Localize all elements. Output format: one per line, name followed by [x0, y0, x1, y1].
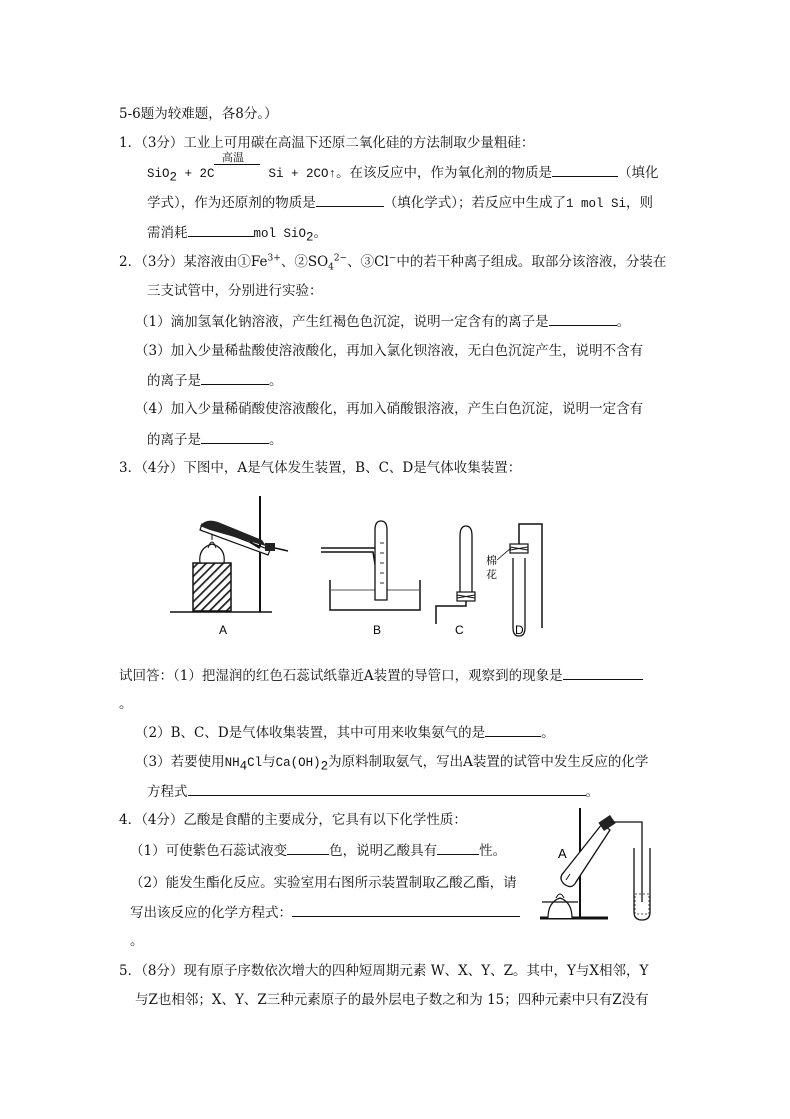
q3-answer2: [135, 722, 555, 743]
q3-answer1: [119, 665, 643, 686]
q2-p4-end: 。: [269, 432, 283, 448]
q3-blank-2[interactable]: [485, 722, 541, 737]
apparatus-a: [170, 496, 288, 612]
q4-stem: 4．（4分）乙酸是食醋的主要成分，它具有以下化学性质：: [119, 812, 467, 828]
q3-a2-text: （2）B、C、D是气体收集装置，其中可用来收集氨气的是: [135, 725, 486, 741]
q3-stem: 3．（4分）下图中，A是气体发生装置，B、C、D是气体收集装置：: [119, 460, 522, 476]
q1-eq-left: SiO: [147, 167, 170, 181]
q2-p3b-text: 的离子是: [147, 373, 201, 389]
q4-fig-label: A: [558, 846, 567, 861]
q2-part3b: [147, 370, 283, 391]
q3-a1-text: 试回答：（1）把湿润的红色石蕊试纸靠近A装置的导管口，观察到的现象是: [119, 668, 563, 684]
q3-a2-end: 。: [541, 725, 555, 741]
q3-answer3: [135, 752, 648, 773]
q3-a3-b: 与: [262, 754, 276, 770]
q3-a3-nh: NH: [224, 756, 240, 770]
q1-line2: [147, 162, 659, 184]
q1-line4: [147, 222, 327, 244]
q1-blank-mol[interactable]: [188, 222, 254, 237]
q1-l2-text: 。在该反应中，作为氧化剂的物质是: [336, 165, 553, 181]
q2-blank-1[interactable]: [549, 311, 617, 326]
apparatus-d: [486, 524, 542, 636]
cotton-label-1: 棉: [486, 555, 497, 567]
q3-a3-c: 为原料制取氨气，写出A装置的试管中发生反应的化学: [328, 754, 649, 770]
q4-p1-c: 性。: [479, 843, 507, 859]
q1-l3-b: （填化学式）；若反应中生成了: [383, 195, 566, 211]
label-d: D: [515, 623, 524, 637]
q2-line2: 三支试管中，分别进行实验：: [147, 283, 323, 299]
apparatus-b: [321, 521, 420, 610]
q1-l2-tail: （填化: [618, 165, 659, 181]
label-a: A: [219, 623, 228, 637]
q4-p2-b: 写出该反应的化学方程式：: [130, 905, 292, 921]
q2-blank-4[interactable]: [201, 429, 269, 444]
q2-so-sub: 4: [328, 262, 334, 273]
q2-l1-c: 、③Cl: [347, 254, 389, 270]
q3-a3-ca: Ca(OH): [275, 756, 321, 770]
q2-part1: [135, 311, 630, 332]
q3-a1-end: 。: [119, 696, 133, 712]
q3-blank-1[interactable]: [563, 665, 643, 680]
q3-a3-d: 方程式: [147, 784, 188, 800]
q1-l4-b: mol SiO: [253, 227, 307, 241]
apparatus-c: [436, 526, 475, 624]
q2-l1-a: 2．（3分）某溶液由①Fe: [119, 254, 268, 270]
q2-p4b-text: 的离子是: [147, 432, 201, 448]
label-b: B: [373, 623, 382, 637]
q3-a3-end: 。: [585, 784, 599, 800]
q4-part2b: [130, 902, 520, 923]
q1-line3: [147, 192, 653, 214]
q2-part4a: （4）加入少量稀硝酸使溶液酸化，再加入硝酸银溶液，产生白色沉淀，说明一定含有: [135, 401, 644, 417]
q4-esterification-figure: [530, 798, 670, 924]
q1-l3-a: 学式），作为还原剂的物质是: [147, 195, 316, 211]
q4-blank-equation[interactable]: [292, 902, 520, 917]
q1-eq-plus: + 2C: [177, 167, 215, 181]
q2-line1: [119, 252, 666, 272]
q4-p1-b: 色，说明乙酸具有: [329, 843, 438, 859]
q2-part3a: （3）加入少量稀盐酸使溶液酸化，再加入氯化钡溶液，无白色沉淀产生，说明不含有: [135, 343, 644, 359]
q3-blank-3[interactable]: [188, 781, 586, 796]
q2-blank-3[interactable]: [201, 370, 269, 385]
q1-l3-c: 1 mol Si: [566, 197, 627, 211]
q3-apparatus-figure: [170, 488, 550, 648]
q4-p2-end: 。: [130, 933, 144, 949]
cotton-label-2: 花: [486, 569, 497, 581]
q2-l1-b: 、②SO: [280, 254, 329, 270]
q2-p1-text: （1）滴加氢氧化钠溶液，产生红褐色色沉淀，说明一定含有的离子是: [135, 314, 549, 330]
q2-fe-sup: 3+: [267, 253, 281, 264]
q3-a3-cl: Cl: [247, 756, 263, 770]
q1-eq-right: Si + 2CO↑: [268, 167, 337, 181]
q3-a3-ca-sub: 2: [320, 759, 329, 774]
q2-l1-d: 中的若干种离子组成。取部分该溶液，分装在: [396, 254, 667, 270]
q2-cl-sup: −: [388, 253, 397, 264]
intro-line: 5-6题为较难题，各8分。）: [119, 106, 278, 122]
q1-blank-oxidant[interactable]: [552, 162, 618, 177]
q4-part1: [130, 840, 506, 861]
q3-a3-nh-sub: 4: [239, 759, 248, 774]
q1-stem: 1．（3分）工业上可用碳在高温下还原二氧化硅的方法制取少量粗硅：: [119, 135, 535, 151]
q2-p1-end: 。: [616, 314, 631, 330]
q4-p1-a: （1）可使紫色石蕊试液变: [130, 843, 288, 859]
q3-a3-a: （3）若要使用: [135, 754, 225, 770]
q1-l3-d: ，则: [626, 195, 654, 211]
q5-line1: 5．（8分）现有原子序数依次增大的四种短周期元素 W、X、Y、Z。其中，Y与X相邻，Y: [119, 963, 649, 979]
q1-eq-left-sub: 2: [169, 170, 178, 185]
q2-part4b: [147, 429, 283, 450]
label-c: C: [455, 623, 464, 637]
q4-part2a: （2）能发生酯化反应。实验室用右图所示装置制取乙酸乙酯，请: [130, 875, 517, 891]
q1-blank-reductant[interactable]: [316, 192, 384, 207]
q2-so-sup: 2−: [333, 253, 348, 264]
q5-line2: 与Z也相邻；X、Y、Z三种元素原子的最外层电子数之和为 15；四种元素中只有Z没有: [135, 992, 649, 1008]
q1-l4-end: 。: [313, 225, 328, 241]
q1-l4-a: 需消耗: [147, 225, 188, 241]
q1-condition: 高温: [222, 151, 244, 164]
q4-blank-property[interactable]: [437, 840, 479, 855]
q4-blank-color[interactable]: [287, 840, 329, 855]
q2-p3-end: 。: [269, 373, 283, 389]
q1-l4-sub: 2: [306, 230, 314, 245]
